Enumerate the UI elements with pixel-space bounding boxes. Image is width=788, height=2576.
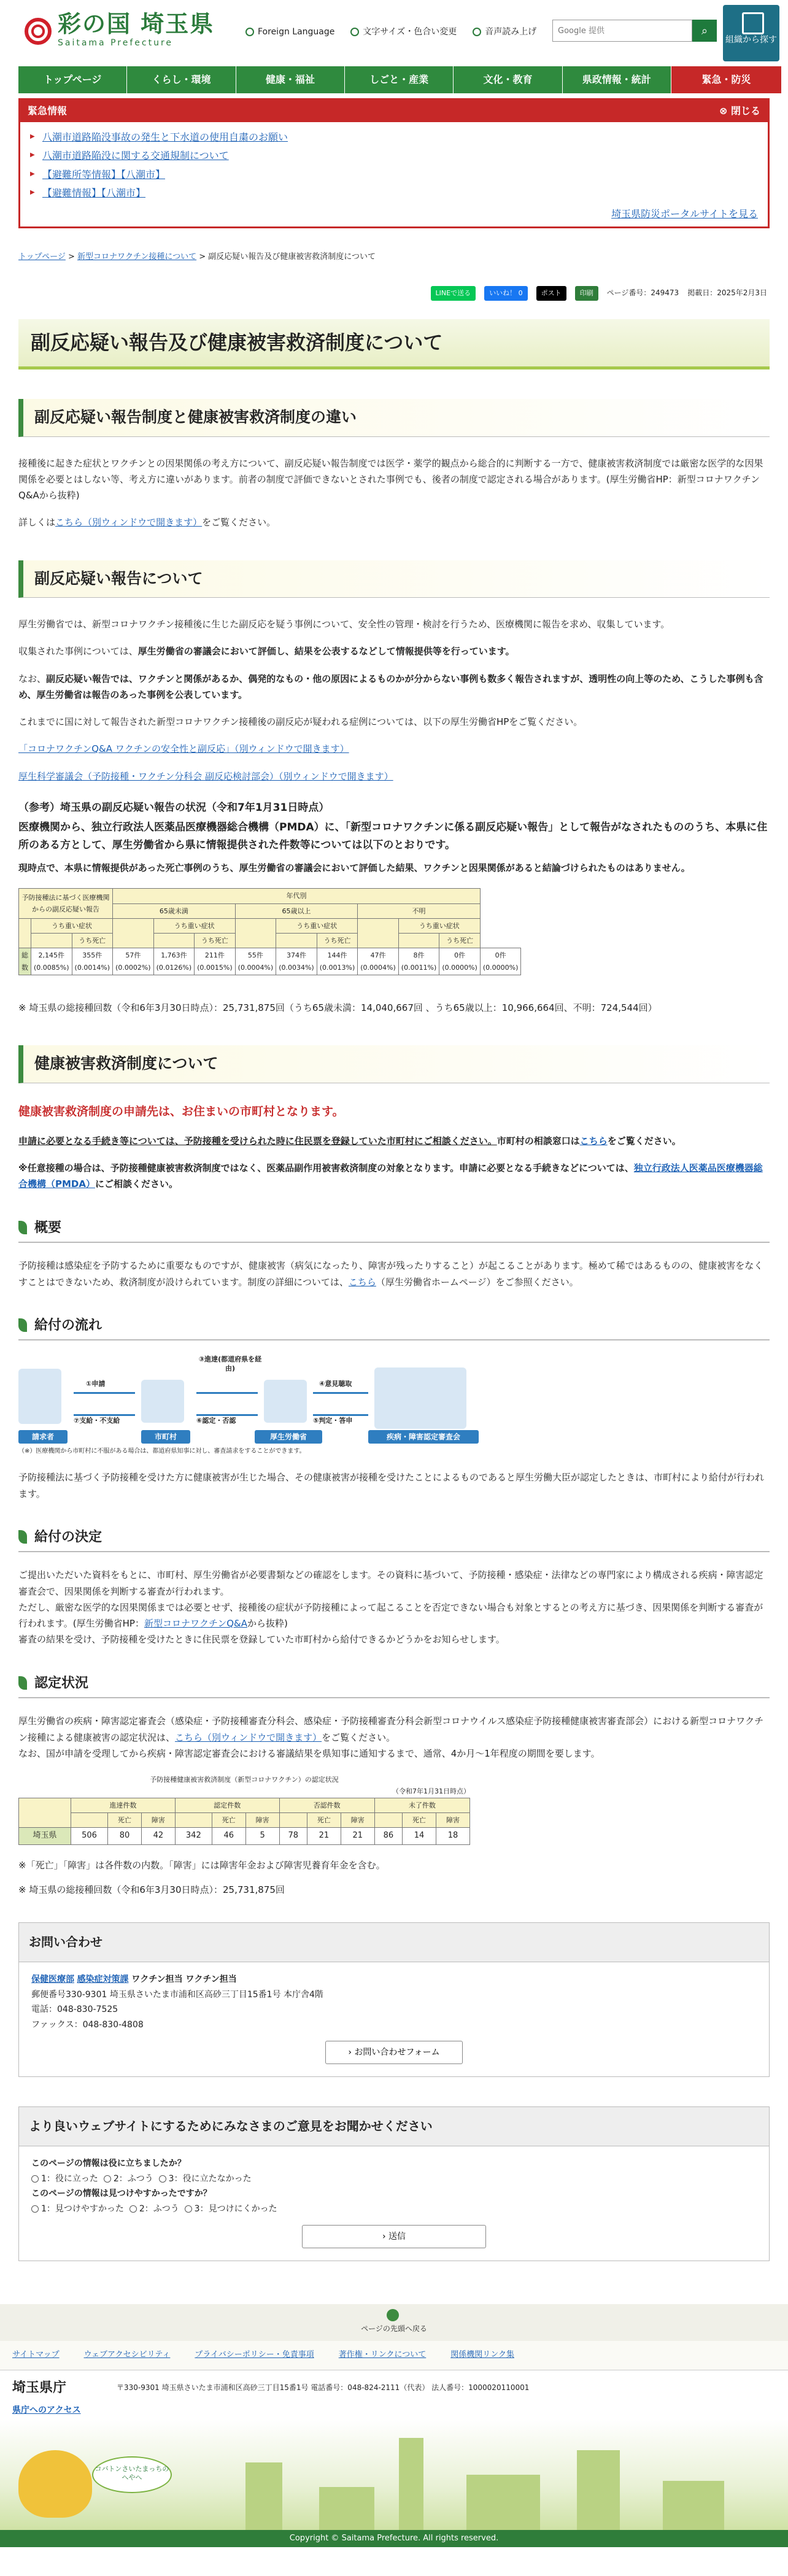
q1-option-2[interactable]: 2：ふつう <box>104 2174 153 2184</box>
section-relief: 健康被害救済制度の申請先は、お住まいの市町村となります。 申請に必要となる手続き等については、予防接種を受けられた時に住民票を登録していた市町村にご相談ください。市町村の相談窓口はこちらをご覧ください。 ※任意接種の場合は、予防接種健康被害救済制度ではなく、医薬品副作用被害救済制度の対象となります。申請に必要となる手続きなどについては、独立行政法人医薬品医療機器総合機構（PMDA）にご相談ください。 <box>18 1104 763 1190</box>
cell-rate: (0.0126%) <box>156 963 192 972</box>
cell-rate: (0.0014%) <box>74 963 110 972</box>
division-link[interactable]: 感染症対策課 <box>77 1975 129 1985</box>
header-links <box>245 25 536 40</box>
globe-icon <box>245 28 254 36</box>
copyright: Copyright © Saitama Prefecture. All rights reserved. <box>0 2530 788 2547</box>
subsection-heading: 認定状況 <box>18 1673 770 1699</box>
flow-step: ⑤判定・答申 <box>313 1417 353 1425</box>
accessibility-link[interactable]: ウェブアクセシビリティ <box>83 2350 171 2360</box>
privacy-link[interactable]: プライバシーポリシー・免責事項 <box>195 2350 314 2360</box>
site-search <box>552 20 717 42</box>
access-link[interactable]: 県庁へのアクセス <box>12 2405 81 2415</box>
nav-emergency[interactable]: 緊急・防災 <box>671 66 782 93</box>
cell-rate: (0.0015%) <box>197 963 233 972</box>
disaster-portal-link[interactable]: 埼玉県防災ポータルサイトを見る <box>611 207 758 220</box>
table-row <box>19 1828 470 1845</box>
q2-option-1[interactable]: 1：見つけやすかった <box>31 2204 124 2214</box>
table-cell <box>31 948 72 975</box>
breadcrumb-home[interactable]: トップページ <box>18 252 66 261</box>
q1-option-1[interactable]: 1：役に立った <box>31 2174 98 2184</box>
table-date: （令和7年1月31日時点） <box>392 1787 470 1796</box>
footer-links <box>0 2341 788 2370</box>
mascot-kobaton-icon <box>18 2450 92 2518</box>
site-logo[interactable] <box>25 12 214 51</box>
page-number: ページ番号：249473 <box>606 288 679 298</box>
flow-arrow <box>196 1414 258 1416</box>
prefecture-address: 〒330-9301 埼玉県さいたま市浦和区高砂三丁目15番1号 電話番号：048-824-2111（代表） 法人番号：1000020110001 <box>117 2383 530 2392</box>
x-post-button[interactable]: ポスト <box>536 286 566 300</box>
cell-value: 211件 <box>204 951 225 960</box>
emergency-link[interactable]: 【避難情報】【八潮市】 <box>42 187 146 199</box>
emergency-link[interactable]: 八潮市道路陥没に関する交通規制について <box>42 150 229 162</box>
chevron-right-icon: › <box>348 2048 352 2058</box>
logo-title: 彩の国 埼玉県 <box>58 10 215 37</box>
table-cell: 5 <box>245 1828 279 1845</box>
claimant-figure <box>18 1369 61 1424</box>
municipality-building-icon <box>141 1380 184 1423</box>
table-cell: 342 <box>175 1828 212 1845</box>
emergency-list <box>20 122 768 206</box>
site-header <box>6 0 782 66</box>
cell-value: 1,763件 <box>161 951 187 960</box>
emergency-close-button[interactable]: ⊗ 閉じる <box>719 105 760 117</box>
line-share-button[interactable]: LINEで送る <box>431 286 476 300</box>
feedback-box: より良いウェブサイトにするためにみなさまのご意見をお聞かせください このページの情報は役に立ちましたか？ 1：役に立った 2：ふつう 3：役に立たなかった このページの情報は見つけやすかったですか？ 1：見つけやすかった 2：ふつう 3：見つけにくかった › 送信 <box>18 2106 770 2261</box>
pmda-link[interactable]: 独立行政法人医薬品医療機器総合機構（PMDA） <box>18 1162 763 1190</box>
text-size-color-link[interactable]: 文字サイズ・色合い変更 <box>350 25 457 40</box>
table-caption: 予防接種健康被害救済制度（新型コロナワクチン）の認定状況 <box>150 1776 339 1784</box>
table-row <box>19 948 521 975</box>
page-top-link[interactable]: ページの先頭へ戻る <box>0 2304 788 2341</box>
emergency-header <box>20 100 768 122</box>
cell-rate: (0.0000%) <box>442 963 477 972</box>
table-header: 予防接種法に基づく医療機関からの副反応疑い報告 <box>19 889 113 919</box>
cell-value: 55件 <box>247 951 263 960</box>
subsection-heading: 給付の決定 <box>18 1526 770 1553</box>
table-cell: 42 <box>141 1828 175 1845</box>
table-cell <box>276 948 317 975</box>
prefecture-emblem-icon <box>25 18 52 45</box>
nav-life[interactable]: くらし・環境 <box>127 66 236 93</box>
cell-value: 0件 <box>454 951 466 960</box>
logo-subtitle: Saitama Prefecture <box>58 38 174 48</box>
cell-value: 144件 <box>327 951 347 960</box>
q1-option-3[interactable]: 3：役に立たなかった <box>159 2174 252 2184</box>
flow-step: ④意見聴取 <box>319 1380 352 1388</box>
q2-option-2[interactable]: 2：ふつう <box>129 2204 179 2214</box>
section-heading: 健康被害救済制度について <box>18 1045 770 1083</box>
nav-work[interactable]: しごと・産業 <box>345 66 454 93</box>
table-cell <box>72 948 113 975</box>
nav-top[interactable]: トップページ <box>18 66 127 93</box>
contact-fax: ファックス：048-830-4808 <box>31 2019 144 2030</box>
cell-rate: (0.0085%) <box>34 963 69 972</box>
table-cell <box>153 948 195 975</box>
flow-step: ①申請 <box>86 1380 106 1388</box>
emergency-link[interactable]: 八潮市道路陥没事故の発生と下水道の使用自粛のお願い <box>42 131 288 143</box>
table-cell <box>235 948 276 975</box>
nav-health[interactable]: 健康・福祉 <box>236 66 345 93</box>
nav-culture[interactable]: 文化・教育 <box>454 66 562 93</box>
flow-note: （※）医療機関から市町村に不服がある場合は、都道府県知事に対し、審査請求をすることができます。 <box>18 1448 306 1455</box>
contact-address: 郵便番号330-9301 埼玉県さいたま市浦和区高砂三丁目15番1号 本庁舎4階 <box>31 1989 323 2000</box>
text-size-icon <box>350 28 359 36</box>
flow-step: ③進達(都道府県を経由) <box>198 1355 262 1372</box>
cell-rate: (0.0011%) <box>401 963 437 972</box>
search-icon: ⌕ <box>701 24 708 37</box>
ministry-building-icon <box>264 1380 307 1423</box>
mhlw-qa-link[interactable]: 「コロナワクチンQ&A ワクチンの安全性と副反応」（別ウィンドウで開きます） <box>18 743 349 755</box>
municipal-window-link[interactable]: こちら <box>579 1135 608 1147</box>
breadcrumb-current: 副反応疑い報告及び健康被害救済制度について <box>208 252 376 261</box>
search-input[interactable] <box>552 20 692 42</box>
table-cell <box>358 948 399 975</box>
cell-value: 57件 <box>125 951 141 960</box>
emergency-title: 緊急情報 <box>28 105 68 117</box>
cell-rate: (0.0004%) <box>238 963 274 972</box>
table-cell <box>398 948 439 975</box>
footer-illustration <box>0 2419 788 2530</box>
table-cell <box>195 948 236 975</box>
flow-node: 市町村 <box>141 1430 190 1444</box>
cell-value: 374件 <box>286 951 306 960</box>
contact-tel: 電話：048-830-7525 <box>31 2005 118 2015</box>
section-heading: 副反応疑い報告制度と健康被害救済制度の違い <box>18 399 770 437</box>
sitemap-link[interactable]: サイトマップ <box>12 2350 60 2360</box>
table-cell: 21 <box>341 1828 374 1845</box>
table-cell <box>317 948 358 975</box>
read-aloud-link[interactable]: 音声読み上げ <box>473 25 536 40</box>
mhlw-council-link[interactable]: 厚生科学審議会（予防接種・ワクチン分科会 副反応検討部会）（別ウィンドウで開きます） <box>18 770 393 782</box>
benefit-flow-diagram <box>18 1355 485 1460</box>
table-cell: 21 <box>307 1828 341 1845</box>
table-cell: 18 <box>436 1828 469 1845</box>
org-search-button[interactable]: 組織から探す <box>723 5 779 61</box>
emergency-info <box>18 98 770 228</box>
section-adverse-report: 厚生労働省では、新型コロナワクチン接種後に生じた副反応を疑う事例について、安全性の管理・検討を行うため、医療機関に報告を求め、収集しています。 収集された事例については、厚生労働省の審議会において評価し、結果を公表するなどして情報提供等を行っています。 なお、副反応疑い報告では、ワクチンと関係があるか、偶発的なもの・他の原因によるものかが分からない事例も数多く報告されますが、透明性の向上等のため、こうした事例も含め、厚生労働省は報告のあった事例を公表しています。 これまでに国に対して報告された新型コロナワクチン接種後の副反応が疑われる症例については、以下の厚生労働省HPをご覧ください。 「コロナワクチンQ&A ワクチンの安全性と副反応」（別ウィンドウで開きます） 厚生科学審議会（予防接種・ワクチン分科会 副反応検討部会）（別ウィンドウで開きます） （参考）埼玉県の副反応疑い報告の状況（令和7年1月31日時点） 医療機関から、独立行政法人医薬品医療機器総合機構（PMDA）に、「新型コロナワクチンに係る副反応疑い報告」として報告がなされたもののうち、本県に住所のある方として、厚生労働省から県に情報提供された件数等については以下のとおりです。 現時点で、本県に情報提供があった死亡事例のうち、厚生労働省の審議会において評価した結果、ワクチンと因果関係があると結論づけられたものはありません。 予防接種法に基づく医療機関からの副反応疑い報告 年代別 65歳未満 65歳以上 不明 うち重い症状 うち重い症状 うち重い症状 うち重い症状 うち死亡 うち死亡 うち死亡 うち死亡 総数 2,145件 (0.0085%) 355件 (0.0014%) 57件 (0.0002%) 1,763件 (0.0126%) 211件 (0.0015%) 55件 (0.0004%) 374件 (0.0034%) 144件 (0.0013%) 47件 (0.0004%) 8件 (0.0011%) 0件 (0.0000%) 0件 (0.0000%) ※ 埼玉県の総接種回数（令和6年3月30日時点）：25,731,875回（うち65歳未満：14,040,667回 、うち65歳以上：10,966,664回、不明：724,544回） <box>18 616 770 1016</box>
flow-step: ⑦支給・不支給 <box>74 1417 120 1425</box>
flow-node: 疾病・障害認定審査会 <box>368 1430 479 1444</box>
chevron-right-icon: › <box>382 2232 386 2242</box>
certification-status-link[interactable]: こちら（別ウィンドウで開きます） <box>175 1731 322 1743</box>
subsection-heading: 給付の流れ <box>18 1315 770 1341</box>
table-cell: 78 <box>279 1828 307 1845</box>
cell-rate: (0.0013%) <box>319 963 355 972</box>
cell-value: 2,145件 <box>38 951 65 960</box>
contact-title: お問い合わせ <box>19 1923 769 1962</box>
cell-rate: (0.0004%) <box>360 963 396 972</box>
flow-step: ⑥認定・否認 <box>196 1417 236 1425</box>
subsection-heading: 概要 <box>18 1217 770 1244</box>
flow-arrow <box>74 1414 135 1416</box>
details-link[interactable]: こちら（別ウィンドウで開きます） <box>55 517 203 528</box>
breadcrumb: トップページ > 新型コロナワクチン接種について > 副反応疑い報告及び健康被害救済制度について <box>18 252 376 261</box>
table-cell: 80 <box>108 1828 142 1845</box>
flow-node: 厚生労働省 <box>255 1430 322 1444</box>
cell-rate: (0.0034%) <box>279 963 314 972</box>
breadcrumb-parent[interactable]: 新型コロナワクチン接種について <box>77 252 197 261</box>
related-links-link[interactable]: 関係機関リンク集 <box>450 2350 514 2360</box>
table-cell: 506 <box>71 1828 108 1845</box>
cell-rate: (0.0000%) <box>482 963 519 972</box>
foreign-language-link[interactable]: Foreign Language <box>245 25 334 40</box>
list-item <box>30 147 758 165</box>
section-heading: 副反応疑い報告について <box>18 560 770 598</box>
global-nav <box>18 66 782 93</box>
page-title: 副反応疑い報告及び健康被害救済制度について <box>18 319 770 370</box>
flow-arrow <box>74 1392 135 1394</box>
table-cell <box>480 948 521 975</box>
facebook-like-button[interactable]: いいね！ 0 <box>484 286 528 300</box>
speaker-icon <box>473 28 481 36</box>
cell-rate: (0.0002%) <box>115 963 151 972</box>
dept-link[interactable]: 保健医療部 <box>31 1975 74 1985</box>
share-bar <box>6 286 767 300</box>
mascot-room-link[interactable]: コバトンさいたまっちのへやへ <box>92 2456 172 2493</box>
copyright-link[interactable]: 著作権・リンクについて <box>338 2350 427 2360</box>
table-cell: 86 <box>374 1828 402 1845</box>
flow-arrow <box>313 1414 368 1416</box>
committee-meeting-figure <box>374 1367 466 1429</box>
q2-option-3[interactable]: 3：見つけにくかった <box>185 2204 277 2214</box>
list-item <box>30 128 758 147</box>
feedback-title: より良いウェブサイトにするためにみなさまのご意見をお聞かせください <box>19 2107 769 2146</box>
cell-value: 0件 <box>495 951 506 960</box>
certification-table: 進達件数 認定件数 否認件数 未了件数 死亡 障害 死亡 障害 死亡 障害 死亡 障害 埼玉県 506 80 42 342 46 5 78 21 21 86 14 18 <box>18 1798 470 1845</box>
adverse-report-table: 予防接種法に基づく医療機関からの副反応疑い報告 年代別 65歳未満 65歳以上 不明 うち重い症状 うち重い症状 うち重い症状 うち重い症状 うち死亡 うち死亡 うち死亡 うち死亡 総数 2,145件 (0.0085%) 355件 (0.0014%) 57件 (0.0002%) 1,763件 (0.0126%) 211件 (0.0015%) 55件 (0.0004%) 374件 (0.0034%) 144件 (0.0013%) 47件 (0.0004%) 8件 (0.0011%) 0件 (0.0000%) 0件 (0.0000%) <box>18 888 521 975</box>
list-item <box>30 184 758 203</box>
flow-arrow <box>313 1392 368 1394</box>
cell-value: 47件 <box>370 951 386 960</box>
submit-button[interactable]: › 送信 <box>302 2225 486 2248</box>
section-difference: 接種後に起きた症状とワクチンとの因果関係の考え方について、副反応疑い報告制度では医学・薬学的観点から総合的に判断する一方で、健康被害救済制度では厳密な医学的な因果関係を必要とはしない等、考え方に違いがあります。前者の制度で評価できないとされた事例でも、後者の制度で認定される場合があります。(厚生労働省HP：新型コロナワクチンQ&Aから抜粋) 詳しくはこちら（別ウィンドウで開きます）をご覧ください。 <box>18 457 763 528</box>
search-button[interactable] <box>692 20 717 42</box>
cell-value: 8件 <box>413 951 425 960</box>
contact-form-button[interactable]: › お問い合わせフォーム <box>325 2041 463 2064</box>
flow-arrow <box>196 1392 258 1394</box>
table-cell <box>113 948 154 975</box>
covid-qa-link[interactable]: 新型コロナワクチンQ&A <box>144 1618 247 1630</box>
publish-date: 掲載日：2025年2月3日 <box>687 288 767 298</box>
print-button[interactable]: 印刷 <box>575 286 598 300</box>
cell-value: 355件 <box>82 951 102 960</box>
flow-node: 請求者 <box>18 1430 68 1444</box>
list-item <box>30 166 758 184</box>
contact-box: お問い合わせ 保健医療部 感染症対策課 ワクチン担当 ワクチン担当 郵便番号330-9301 埼玉県さいたま市浦和区高砂三丁目15番1号 本庁舎4階 電話：048-830-7525 ファックス：048-830-4808 › お問い合わせフォーム <box>18 1922 770 2077</box>
table-cell: 14 <box>403 1828 436 1845</box>
emergency-link[interactable]: 【避難所等情報】【八潮市】 <box>42 168 166 180</box>
row-label: 埼玉県 <box>19 1828 71 1845</box>
table-header: 年代別 <box>113 889 481 903</box>
prefecture-name: 埼玉県庁 <box>12 2380 67 2396</box>
nav-govinfo[interactable]: 県政情報・統計 <box>563 66 671 93</box>
table-cell: 46 <box>212 1828 245 1845</box>
mhlw-detail-link[interactable]: こちら <box>348 1276 376 1288</box>
row-label: 総数 <box>19 948 31 975</box>
table-cell <box>439 948 481 975</box>
